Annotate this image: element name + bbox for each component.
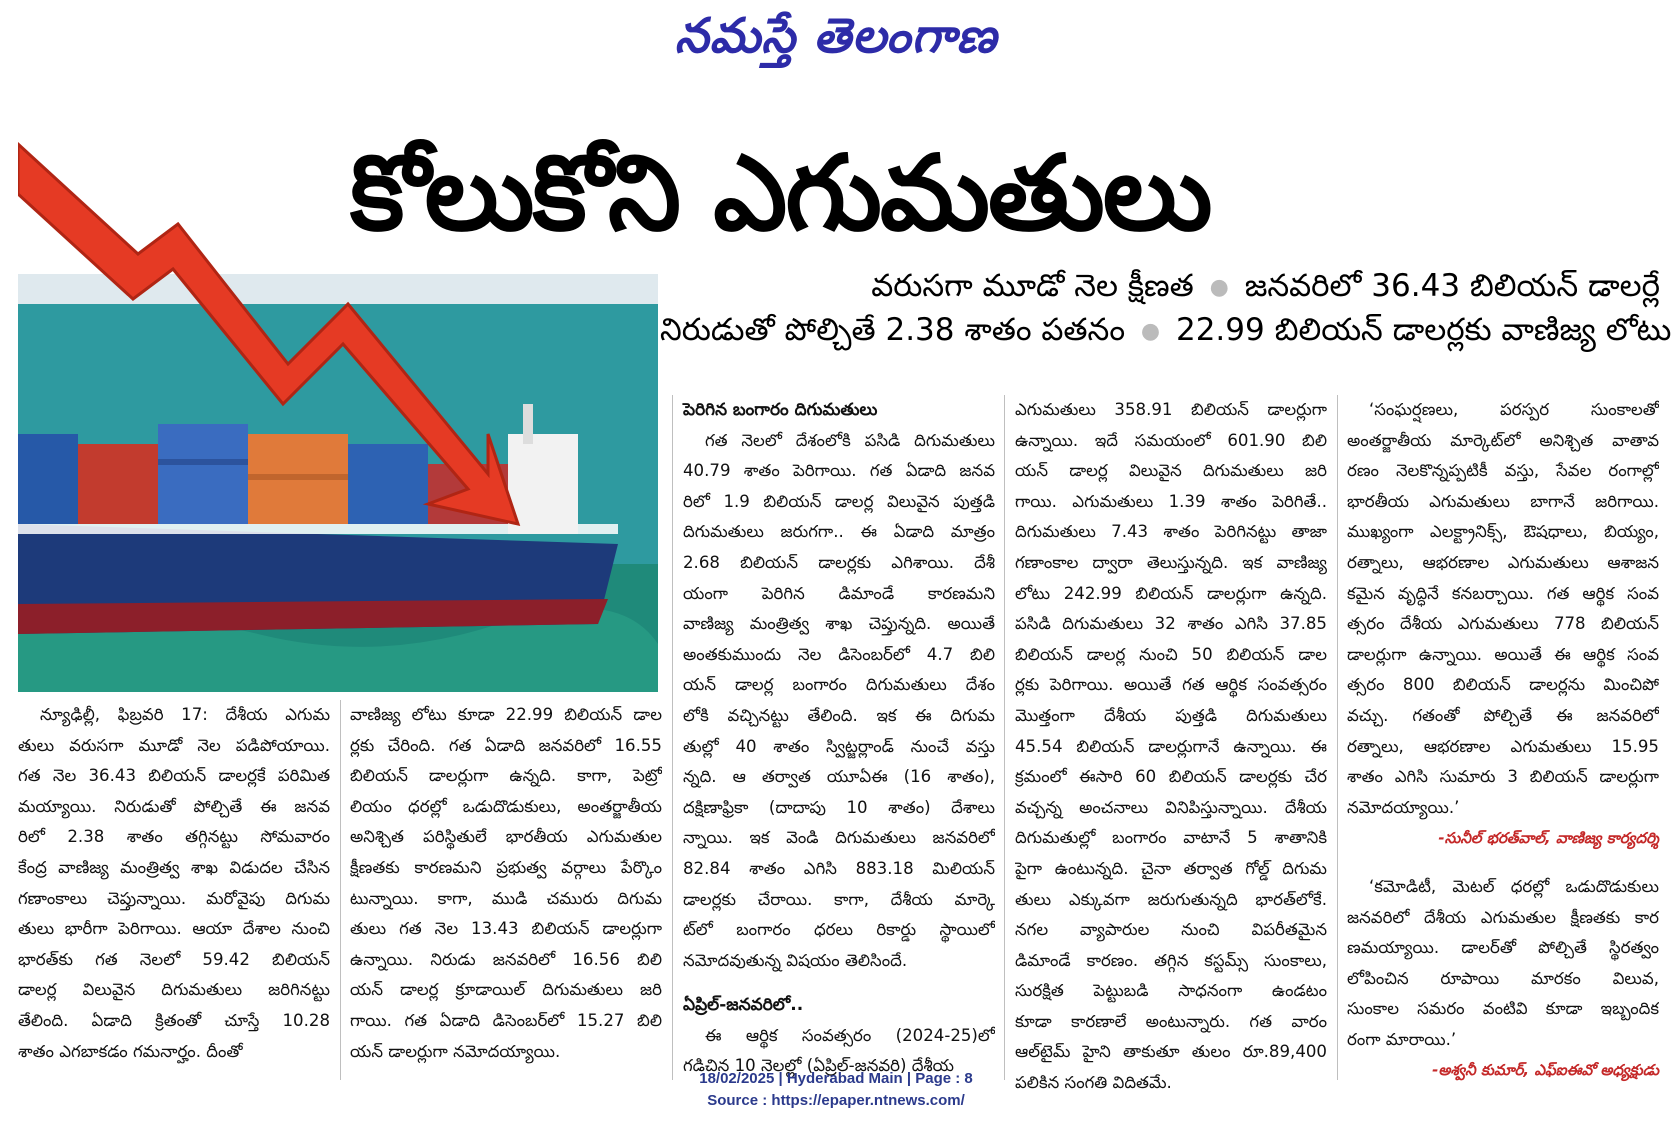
text-line: రంగా మారాయి.’ — [1347, 1029, 1457, 1049]
text-line: గణాంకాల ద్వారా తెలుస్తున్నది. ఇక వాణిజ్య — [1015, 552, 1327, 572]
subhead-line-2 — [660, 312, 1672, 355]
text-line: ఉన్నాయి. ఇదే సమయంలో 601.90 బిలి — [1015, 430, 1327, 450]
text-line: గాయి. గత ఏడాది డిసెంబర్‌లో 15.27 బిలి — [350, 1010, 662, 1030]
text-line: డాలర్ల విలువైన దిగుమతులు జరిగినట్టు — [18, 980, 330, 1000]
text-line: యంగా పెరిగిన డిమాండే కారణమని — [683, 583, 995, 603]
text-line: ‘సంఘర్షణలు, పరస్పర సుంకాలతో — [1369, 400, 1659, 419]
text-line: న్నది. ఆ తర్వాత యూఏఈ (16 శాతం), — [683, 767, 995, 787]
text-line: మొత్తంగా దేశీయ పుత్తడి దిగుమతులు — [1015, 705, 1327, 725]
headline: కోలుకోని ఎగుమతులు — [350, 132, 1211, 254]
masthead — [0, 8, 1672, 76]
quote-attribution: -సునీల్ భరత్‌వాల్, వాణిజ్య కార్యదర్శి — [1438, 829, 1659, 848]
text-line: ట్‌లో బంగారం ధరలు రికార్డు స్థాయిలో — [683, 920, 995, 940]
text-line: డాలర్లకు చేరాయి. కాగా, దేశీయ మార్కె — [683, 889, 995, 909]
text-line: 40.79 శాతం పెరిగాయి. గత ఏడాది జనవ — [683, 461, 995, 481]
subhead-part: వరుసగా మూడో నెల క్షీణత — [871, 268, 1194, 304]
section-heading: పెరిగిన బంగారం దిగుమతులు — [683, 400, 878, 420]
text-line: యన్ డాలర్ల క్రూడాయిల్ దిగుమతులు జరి — [350, 980, 662, 1000]
column-divider — [1337, 395, 1338, 1080]
column-divider — [340, 700, 341, 1080]
text-line: ముఖ్యంగా ఎలక్ట్రానిక్స్, ఔషధాలు, బియ్యం, — [1347, 522, 1659, 542]
subhead-part: 22.99 బిలియన్ డాలర్లకు వాణిజ్య లోటు — [1175, 312, 1672, 348]
text-line: డిమాండే కారణం. తగ్గిన కస్టమ్స్ సుంకాలు, — [1015, 950, 1327, 970]
text-line: దిగుమతులు జరుగగా.. ఈ ఏడాది మాత్రం — [683, 522, 995, 542]
text-line: తేలింది. ఏడాది క్రితంతో చూస్తే 10.28 — [18, 1010, 330, 1030]
article-column-1 — [18, 700, 330, 1067]
text-line: బిలియన్ డాలర్లుగా ఉన్నది. కాగా, పెట్రో — [350, 766, 662, 786]
text-line: దిగుమతుల్లో బంగారం వాటానే 5 శాతానికి — [1015, 828, 1327, 848]
text-line: సుంకాల సమరం వంటివి కూడా ఇబ్బందిక — [1347, 999, 1659, 1019]
text-line: పలికిన సంగతి విదితమే. — [1015, 1073, 1172, 1093]
text-line: నగల వ్యాపారుల నుంచి విపరీతమైన — [1015, 920, 1327, 940]
text-line: ‘కమోడిటీ, మెటల్ ధరల్లో ఒడుదొడుకులు — [1369, 876, 1659, 896]
text-line: లోకి వచ్చినట్టు తేలింది. ఇక ఈ దిగుమ — [683, 705, 995, 725]
text-line: పసిడి దిగుమతులు 32 శాతం ఎగిసి 37.85 — [1015, 614, 1327, 634]
text-line: యన్ డాలర్లుగా నమోదయ్యాయి. — [350, 1041, 561, 1061]
text-line: బిలియన్ డాలర్ల నుంచి 50 బిలియన్ డాల — [1015, 644, 1327, 664]
text-line: మయ్యాయి. నిరుడుతో పోల్చితే ఈ జనవ — [18, 796, 330, 816]
text-line: త్సరం 800 బిలియన్ డాలర్లను మించిపో — [1347, 675, 1659, 695]
text-line: కూడా కారణాలే అంటున్నారు. గత వారం — [1015, 1011, 1327, 1031]
text-line: లోపించిన రూపాయి మారకం విలువ, — [1347, 968, 1659, 988]
text-line: ఉన్నాయి. నిరుడు జనవరిలో 16.56 బిలి — [350, 949, 662, 969]
text-line: గత నెలలో దేశంలోకి పసిడి దిగుమతులు — [705, 430, 995, 450]
text-line: లియం ధరల్లో ఒడుదొడుకులు, అంతర్జాతీయ — [350, 796, 662, 816]
text-line: ఈ ఆర్థిక సంవత్సరం (2024-25)లో — [705, 1025, 995, 1045]
text-line: భారతీయ ఎగుమతులు బాగానే జరిగాయి. — [1347, 491, 1659, 511]
text-line: భారత్‌కు గత నెలలో 59.42 బిలియన్ — [18, 949, 330, 969]
text-line: ణమయ్యాయి. డాలర్‌తో పోల్చితే స్థిరత్వం — [1347, 938, 1659, 958]
newspaper-logo: నమస్తే తెలంగాణ — [674, 8, 998, 64]
quote-attribution: -అశ్వనీ కుమార్, ఎఫ్ఐఈవో అధ్యక్షుడు — [1432, 1061, 1659, 1080]
column-divider — [1004, 395, 1005, 1080]
text-line: తులు ఎక్కువగా జరుగుతున్నది భారత్‌లోకే. — [1015, 889, 1327, 909]
column-divider — [672, 395, 673, 1080]
text-line: టున్నాయి. కాగా, ముడి చమురు దిగుమ — [350, 888, 662, 908]
text-line: శాతం ఎగబాకడం గమనార్హం. దీంతో — [18, 1041, 243, 1061]
article-column-3 — [683, 395, 995, 1082]
text-line: నమోదవుతున్న విషయం తెలిసిందే. — [683, 950, 908, 970]
text-line: వచ్చన్న అంచనాలు వినిపిస్తున్నాయి. దేశీయ — [1015, 797, 1327, 817]
text-line: గత నెల 36.43 బిలియన్ డాలర్లకే పరిమిత — [18, 766, 330, 786]
text-line: తులు భారీగా పెరిగాయి. ఆయా దేశాల నుంచి — [18, 919, 330, 939]
text-line: రిలో 1.9 బిలియన్ డాలర్ల విలువైన పుత్తడి — [683, 491, 995, 511]
text-line: ర్లకు చేరింది. గత ఏడాది జనవరిలో 16.55 — [350, 735, 662, 755]
text-line: యన్ డాలర్ల విలువైన దిగుమతులు జరి — [1015, 461, 1327, 481]
article-column-4 — [1015, 395, 1327, 1099]
text-line: నమోదయ్యాయి.’ — [1347, 797, 1460, 817]
text-line: గాయి. ఎగుమతులు 1.39 శాతం పెరిగితే.. — [1015, 491, 1327, 511]
article-column-5 — [1347, 395, 1659, 1086]
text-line: అంతకుముందు నెల డిసెంబర్‌లో 4.7 బిలి — [683, 644, 995, 664]
text-line: రిలో 2.38 శాతం తగ్గినట్టు సోమవారం — [18, 827, 330, 847]
text-line: దక్షిణాఫ్రికా (దాదాపు 10 శాతం) దేశాలు — [683, 797, 995, 817]
text-line: వాణిజ్య మంత్రిత్వ శాఖ చెప్తున్నది. అయితే — [683, 614, 995, 634]
text-line: క్రమంలో ఈసారి 60 బిలియన్ డాలర్లకు చేర — [1015, 767, 1327, 787]
text-line: అనిశ్చిత పరిస్థితులే భారతీయ ఎగుమతుల — [350, 827, 662, 847]
text-line: యన్ డాలర్ల బంగారం దిగుమతులు దేశం — [683, 675, 995, 695]
text-line: రత్నాలు, ఆభరణాల ఎగుమతులు 15.95 — [1347, 736, 1659, 756]
text-line: 82.84 శాతం ఎగిసి 883.18 మిలియన్ — [683, 858, 995, 878]
text-line: పైగా ఉంటున్నది. చైనా తర్వాత గోల్డ్ దిగుమ — [1015, 858, 1327, 878]
text-line: తులు గత నెల 13.43 బిలియన్ డాలర్లుగా — [350, 919, 662, 939]
text-line: వాణిజ్య లోటు కూడా 22.99 బిలియన్ డాల — [350, 705, 662, 724]
text-line: న్నాయి. ఇక వెండి దిగుమతులు జనవరిలో — [683, 828, 995, 848]
text-line: ఆల్‌టైమ్ హైని తాకుతూ తులం రూ.89,400 — [1015, 1042, 1327, 1062]
text-line: తుల్లో 40 శాతం స్విట్జర్లాండ్ నుంచే వస్తు — [683, 736, 995, 756]
text-line: వచ్చు. గతంతో పోల్చితే ఈ జనవరిలో — [1347, 705, 1659, 725]
section-heading: ఏప్రిల్-జనవరిలో.. — [683, 995, 804, 1016]
text-line: తులు వరుసగా మూడో నెల పడిపోయాయి. — [18, 735, 330, 755]
text-line: లోటు 242.99 బిలియన్ డాలర్లుగా ఉన్నది. — [1015, 583, 1327, 603]
text-line: త్సరం దేశీయ ఎగుమతులు 778 బిలియన్ — [1347, 614, 1659, 634]
text-line: దిగుమతులు 7.43 శాతం పెరిగినట్టు తాజా — [1015, 522, 1327, 542]
text-line: సురక్షిత పెట్టుబడి సాధనంగా ఉండటం — [1015, 981, 1327, 1001]
text-line: డాలర్లుగా ఉన్నాయి. అయితే ఈ ఆర్థిక సంవ — [1347, 644, 1659, 664]
text-line: జనవరిలో దేశీయ ఎగుమతుల క్షీణతకు కార — [1347, 907, 1659, 927]
text-line: గడిచిన 10 నెలల్లో (ఏప్రిల్-జనవరి) దేశీయ — [683, 1056, 954, 1076]
bullet-icon: ● — [1140, 319, 1161, 344]
text-line: కేంద్ర వాణిజ్య మంత్రిత్వ శాఖ విడుదల చేసిన — [18, 857, 330, 877]
text-line: శాతం ఎగిసి సుమారు 3 బిలియన్ డాలర్లుగా — [1347, 767, 1659, 787]
subhead-line-1 — [660, 268, 1660, 311]
text-line: క్షీణతకు కారణమని ప్రభుత్వ వర్గాలు పేర్కొం — [350, 857, 662, 877]
footer-date-line: 18/02/2025 | Hyderabad Main | Page : 8 — [699, 1070, 973, 1087]
text-line: రణం నెలకొన్నప్పటికీ వస్తు, సేవల రంగాల్లో — [1347, 461, 1659, 481]
footer-source-line: Source : https://epaper.ntnews.com/ — [707, 1092, 965, 1109]
text-line: ర్లకు పెరిగాయి. అయితే గత ఆర్థిక సంవత్సరం — [1015, 675, 1327, 695]
text-line: 2.68 బిలియన్ డాలర్లకు ఎగిశాయి. దేశీ — [683, 552, 995, 572]
article-column-2 — [350, 700, 662, 1067]
text-line: కమైన వృద్ధినే కనబర్చాయి. గత ఆర్థిక సంవ — [1347, 583, 1659, 603]
text-line: అంతర్జాతీయ మార్కెట్‌లో అనిశ్చిత వాతావ — [1347, 430, 1659, 450]
text-line: రత్నాలు, ఆభరణాల ఎగుమతులు ఆశాజన — [1347, 552, 1659, 572]
text-line: 45.54 బిలియన్ డాలర్లుగానే ఉన్నాయి. ఈ — [1015, 736, 1327, 756]
subhead-part: నిరుడుతో పోల్చితే 2.38 శాతం పతనం — [660, 312, 1126, 348]
text-line: ఎగుమతులు 358.91 బిలియన్ డాలర్లుగా — [1015, 400, 1327, 419]
text-line: న్యూఢిల్లీ, ఫిబ్రవరి 17: దేశీయ ఎగుమ — [40, 705, 330, 724]
subhead-part: జనవరిలో 36.43 బిలియన్ డాలర్లే — [1244, 268, 1660, 304]
bullet-icon: ● — [1209, 275, 1229, 300]
text-line: గణాంకాలు చెప్తున్నాయి. మరోవైపు దిగుమ — [18, 888, 330, 908]
